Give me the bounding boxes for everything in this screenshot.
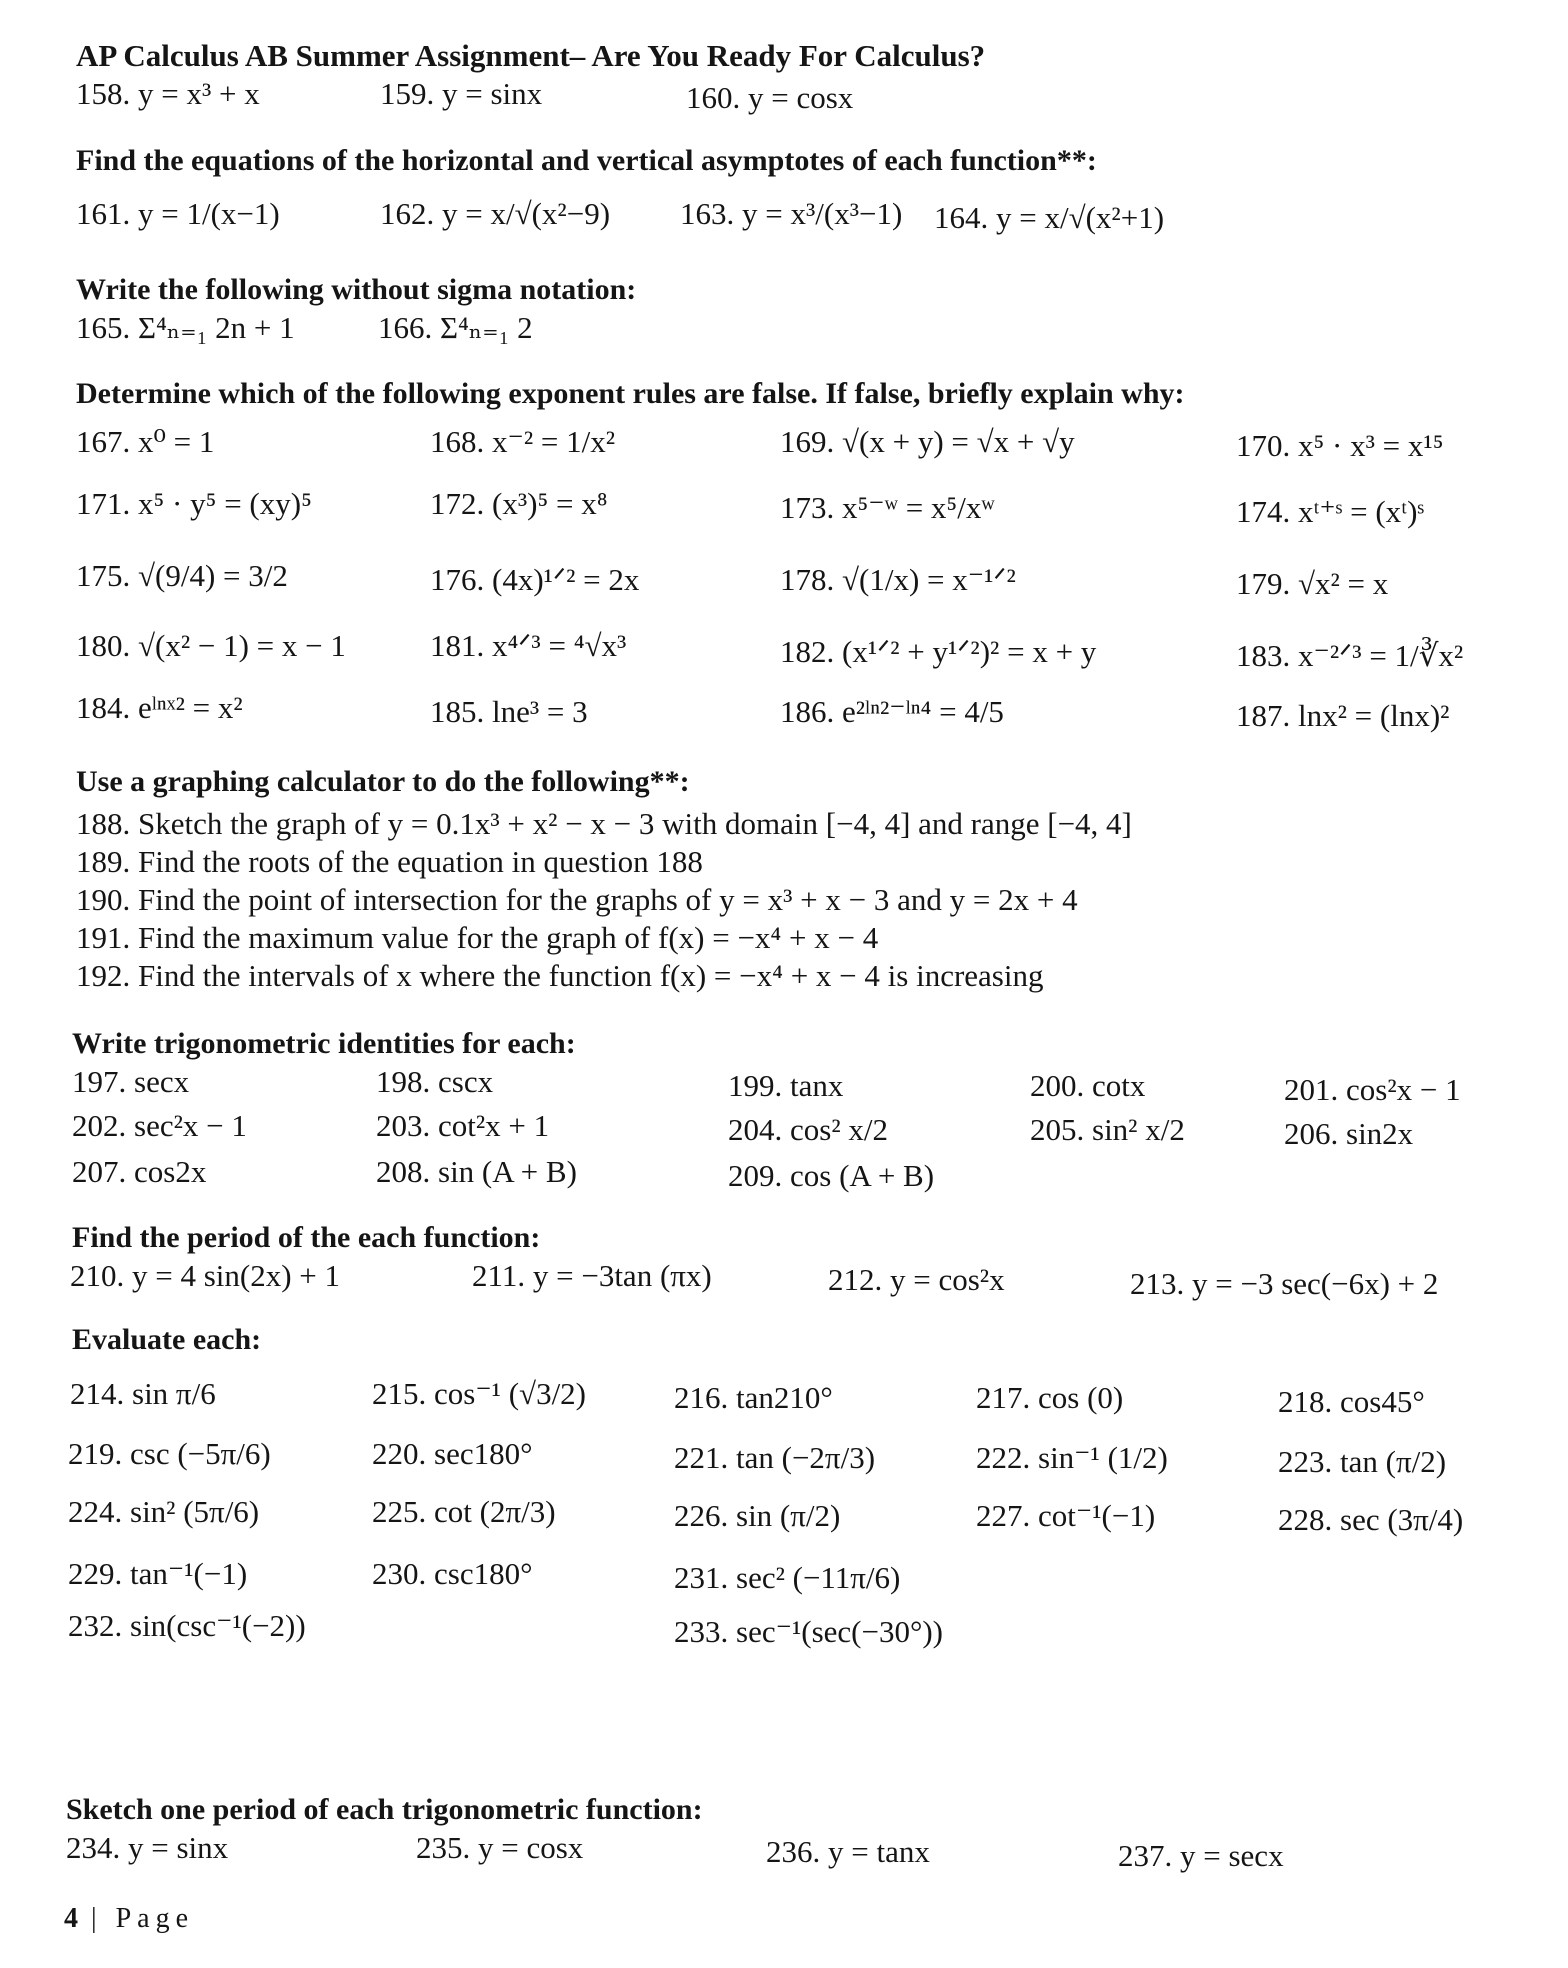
problem: 203. cot²x + 1 [376,1108,550,1143]
problem: 213. y = −3 sec(−6x) + 2 [1130,1266,1439,1301]
problem: 181. x⁴ᐟ³ = ⁴√x³ [430,628,627,663]
problem: 160. y = cosx [686,80,854,115]
problem: 186. e²ˡⁿ²⁻ˡⁿ⁴ = 4/5 [780,694,1004,729]
problem: 212. y = cos²x [828,1262,1005,1297]
problem: 225. cot (2π/3) [372,1494,556,1529]
section-heading: Use a graphing calculator to do the following**: [76,765,690,798]
problem: 180. √(x² − 1) = x − 1 [76,628,346,663]
section-heading: Write trigonometric identities for each: [72,1027,576,1060]
problem: 231. sec² (−11π/6) [674,1560,901,1595]
problem: 172. (x³)⁵ = x⁸ [430,486,608,521]
problem: 163. y = x³/(x³−1) [680,196,903,231]
problem: 192. Find the intervals of x where the function f(x) = −x⁴ + x − 4 is increasing [76,958,1044,993]
problem: 158. y = x³ + x [76,76,260,111]
problem: 237. y = secx [1118,1838,1284,1873]
problem: 230. csc180° [372,1556,533,1591]
problem: 191. Find the maximum value for the graph of f(x) = −x⁴ + x − 4 [76,920,879,955]
problem: 185. lne³ = 3 [430,694,588,729]
section-heading: Find the period of the each function: [72,1221,541,1254]
problem: 184. eˡⁿˣ² = x² [76,690,243,725]
page-label: Page [115,1903,195,1934]
problem: 199. tanx [728,1068,844,1103]
problem: 182. (x¹ᐟ² + y¹ᐟ²)² = x + y [780,634,1097,669]
page-title: AP Calculus AB Summer Assignment– Are You Ready For Calculus? [76,38,986,73]
problem: 206. sin2x [1284,1116,1414,1151]
problem: 187. lnx² = (lnx)² [1236,698,1450,733]
problem: 204. cos² x/2 [728,1112,888,1147]
problem: 226. sin (π/2) [674,1498,841,1533]
section-heading: Find the equations of the horizontal and vertical asymptotes of each function**: [76,144,1097,177]
footer-separator: | [91,1903,103,1934]
problem: 209. cos (A + B) [728,1158,935,1193]
problem: 232. sin(csc⁻¹(−2)) [68,1608,306,1643]
problem: 219. csc (−5π/6) [68,1436,271,1471]
problem: 216. tan210° [674,1380,833,1415]
problem: 159. y = sinx [380,76,543,111]
problem: 168. x⁻² = 1/x² [430,424,616,459]
problem: 205. sin² x/2 [1030,1112,1185,1147]
problem: 183. x⁻²ᐟ³ = 1/∛x² [1236,638,1464,673]
problem: 178. √(1/x) = x⁻¹ᐟ² [780,562,1016,597]
page-number: 4 [64,1903,78,1934]
problem: 197. secx [72,1064,190,1099]
problem: 167. x⁰ = 1 [76,424,215,459]
problem: 224. sin² (5π/6) [68,1494,260,1529]
problem: 217. cos (0) [976,1380,1124,1415]
problem: 229. tan⁻¹(−1) [68,1556,248,1591]
problem: 165. Σ⁴ₙ₌₁ 2n + 1 [76,310,295,345]
problem: 169. √(x + y) = √x + √y [780,424,1075,459]
problem: 198. cscx [376,1064,494,1099]
problem: 171. x⁵ · y⁵ = (xy)⁵ [76,486,312,521]
problem: 200. cotx [1030,1068,1146,1103]
problem: 222. sin⁻¹ (1/2) [976,1440,1168,1475]
problem: 218. cos45° [1278,1384,1425,1419]
problem: 220. sec180° [372,1436,533,1471]
problem: 201. cos²x − 1 [1284,1072,1461,1107]
page-footer [64,1903,194,1935]
section-heading: Evaluate each: [72,1323,262,1356]
problem: 188. Sketch the graph of y = 0.1x³ + x² − x − 3 with domain [−4, 4] and range [−4, 4] [76,806,1132,841]
problem: 228. sec (3π/4) [1278,1502,1464,1537]
problem: 161. y = 1/(x−1) [76,196,280,231]
problem: 170. x⁵ · x³ = x¹⁵ [1236,428,1444,463]
problem: 164. y = x/√(x²+1) [934,200,1165,235]
problem: 214. sin π/6 [70,1376,216,1411]
problem: 207. cos2x [72,1154,207,1189]
problem: 175. √(9/4) = 3/2 [76,558,288,593]
section-heading: Write the following without sigma notation: [76,273,637,306]
problem: 234. y = sinx [66,1830,229,1865]
problem: 235. y = cosx [416,1830,584,1865]
section-heading: Determine which of the following exponent rules are false. If false, briefly explain why: [76,377,1185,410]
problem: 176. (4x)¹ᐟ² = 2x [430,562,640,597]
problem: 223. tan (π/2) [1278,1444,1447,1479]
problem: 162. y = x/√(x²−9) [380,196,611,231]
problem: 211. y = −3tan (πx) [472,1258,712,1293]
problem: 233. sec⁻¹(sec(−30°)) [674,1614,943,1649]
problem: 189. Find the roots of the equation in question 188 [76,844,703,879]
problem: 173. x⁵⁻ʷ = x⁵/xʷ [780,490,995,525]
problem: 190. Find the point of intersection for the graphs of y = x³ + x − 3 and y = 2x + 4 [76,882,1078,917]
problem: 210. y = 4 sin(2x) + 1 [70,1258,341,1293]
problem: 174. xᵗ⁺ˢ = (xᵗ)ˢ [1236,494,1425,529]
problem: 166. Σ⁴ₙ₌₁ 2 [378,310,533,345]
problem: 221. tan (−2π/3) [674,1440,876,1475]
section-heading: Sketch one period of each trigonometric function: [66,1793,703,1826]
problem: 236. y = tanx [766,1834,930,1869]
problem: 215. cos⁻¹ (√3/2) [372,1376,587,1411]
problem: 227. cot⁻¹(−1) [976,1498,1156,1533]
problem: 179. √x² = x [1236,566,1389,601]
problem: 202. sec²x − 1 [72,1108,247,1143]
problem: 208. sin (A + B) [376,1154,577,1189]
